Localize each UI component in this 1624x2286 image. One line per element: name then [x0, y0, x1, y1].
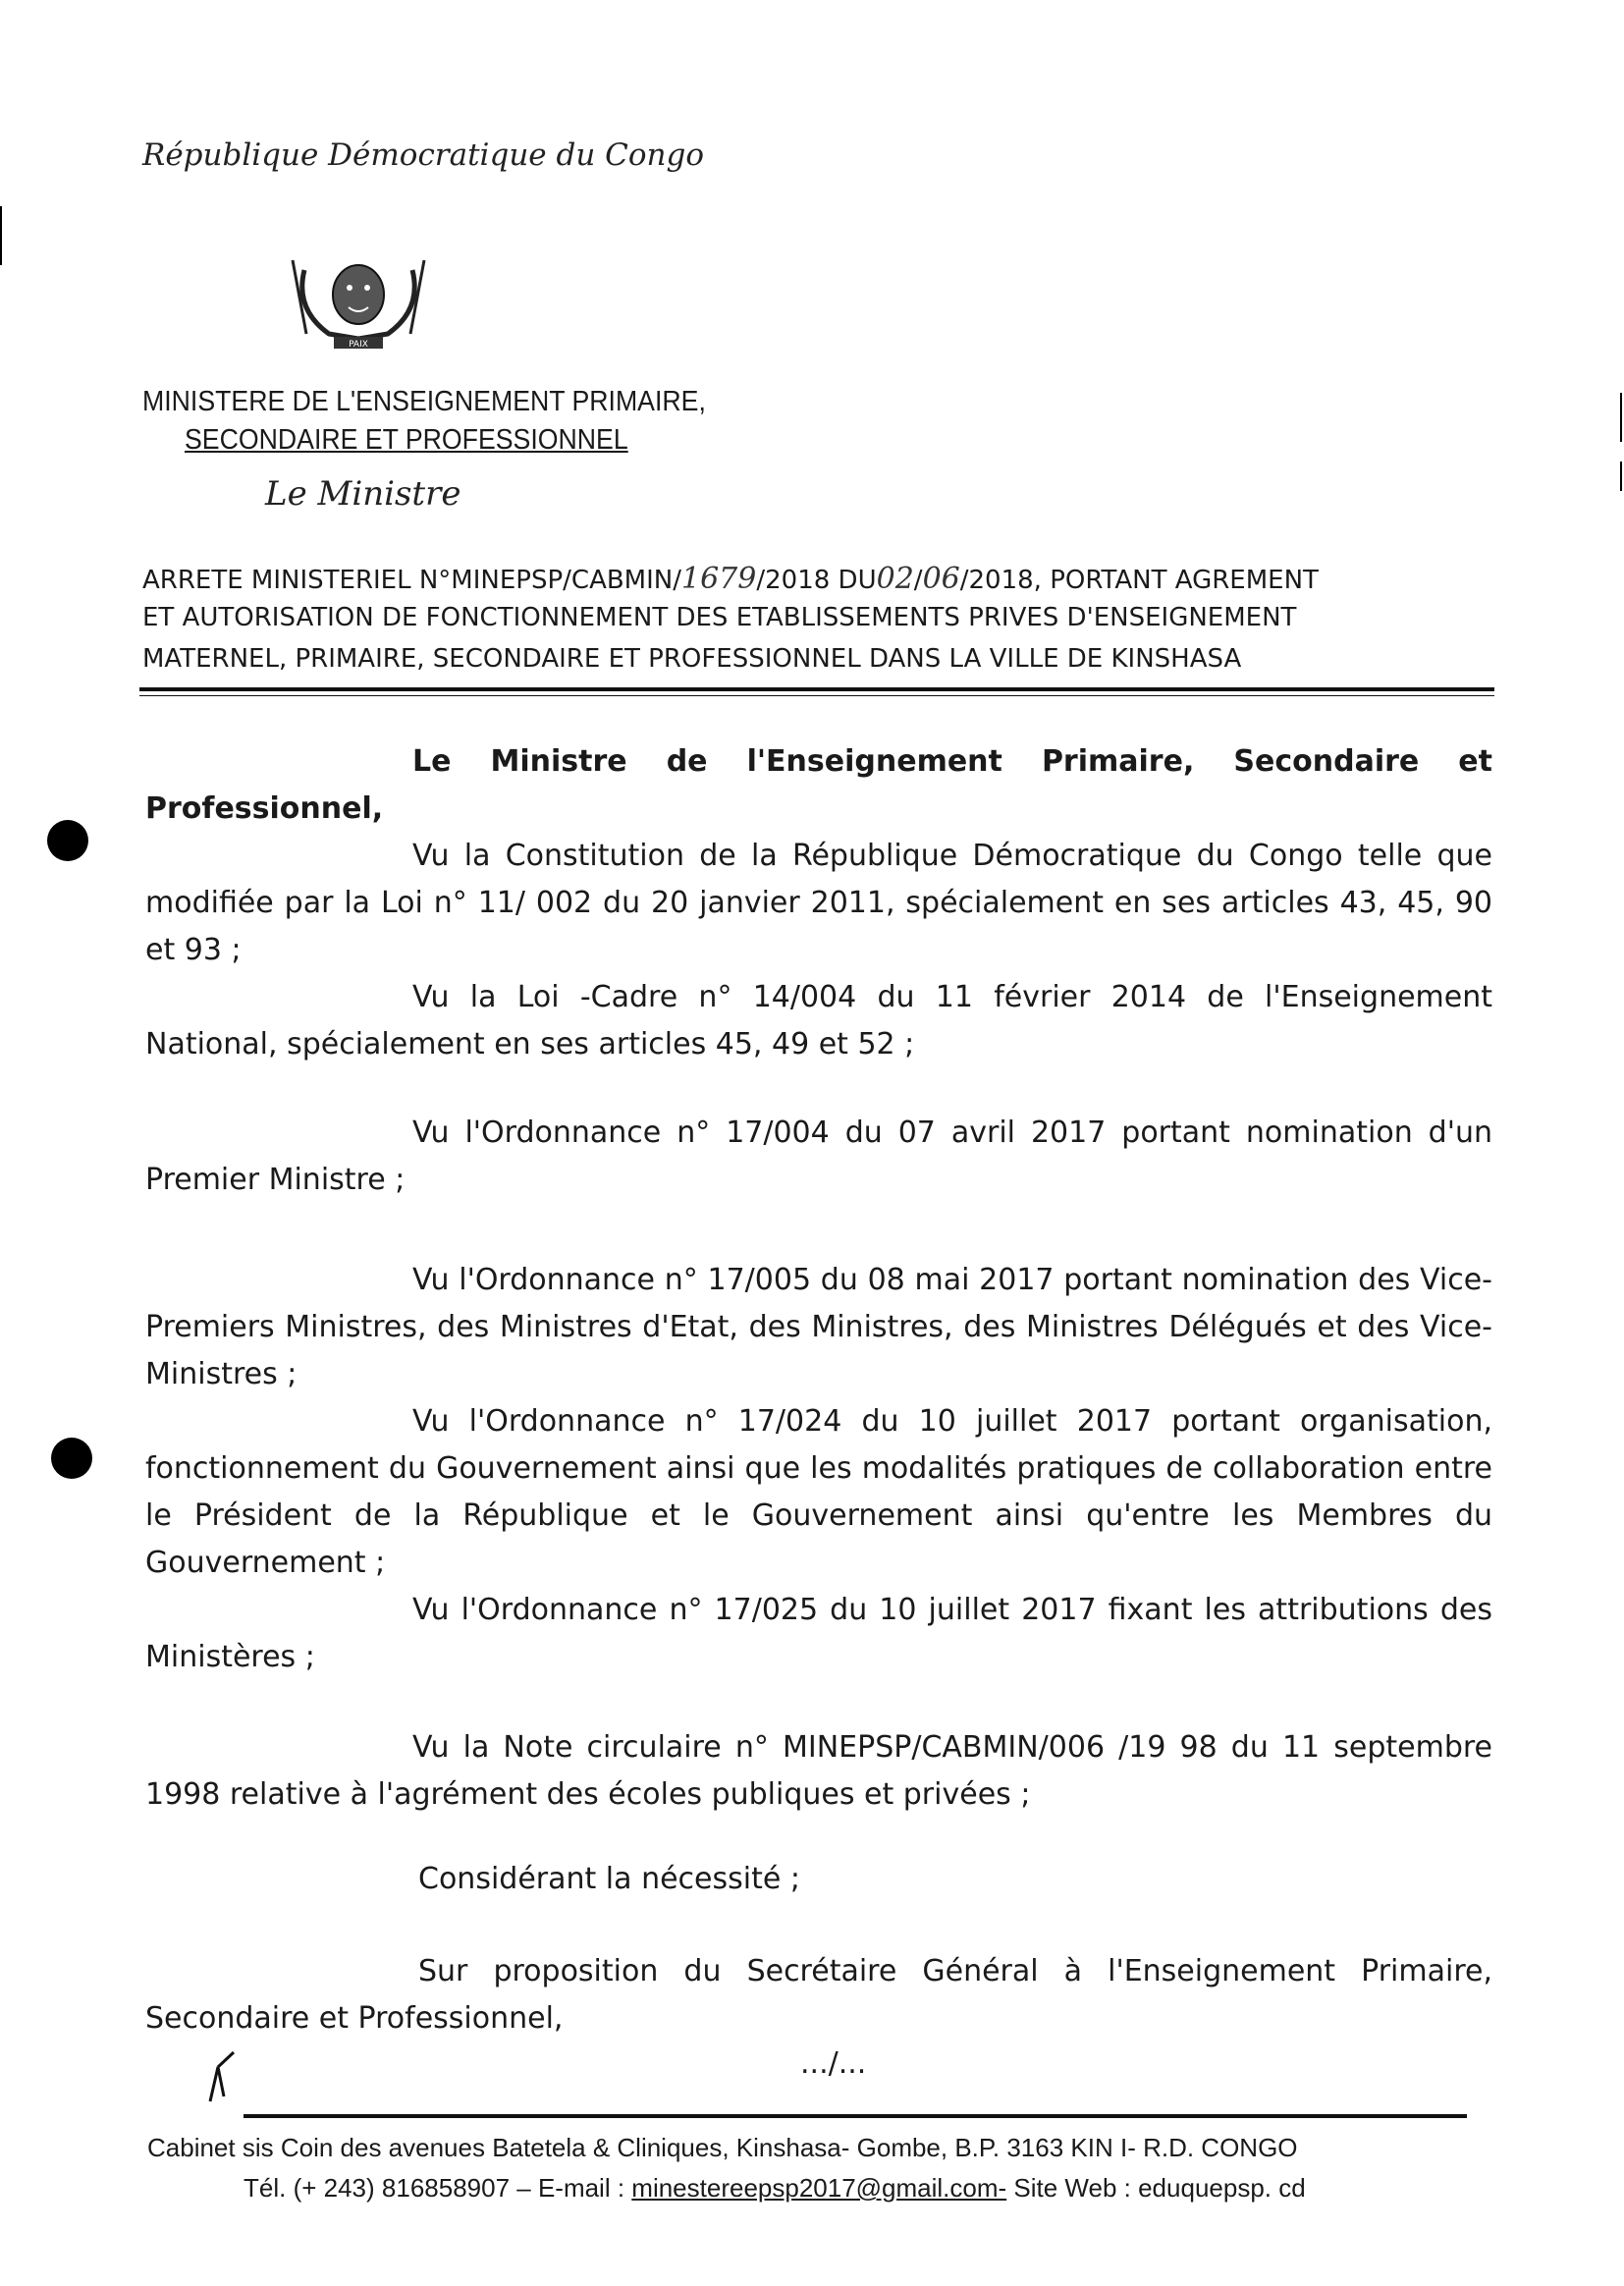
republic-header: République Démocratique du Congo	[142, 137, 705, 173]
title-divider-thin	[139, 695, 1494, 696]
footer-contact	[244, 2173, 1306, 2204]
footer-address: Cabinet sis Coin des avenues Batetela & Cliniques, Kinshasa- Gombe, B.P. 3163 KIN I- R.D. CONGO	[147, 2133, 1298, 2162]
preamble-paragraph-3: Vu l'Ordonnance n° 17/004 du 07 avril 2017 portant nomination d'un Premier Ministre ;	[145, 1116, 1492, 1197]
punch-hole-bottom	[51, 1438, 92, 1479]
decree-day-handwritten: 02	[876, 562, 914, 596]
footer-phone: Tél. (+ 243) 816858907 – E-mail :	[244, 2173, 632, 2203]
preamble-paragraph-2: Vu la Loi -Cadre n° 14/004 du 11 février 2014 de l'Enseignement National, spécialement en ses articles 45, 49 et 52 ;	[145, 980, 1492, 1061]
opening-clause: Le Ministre de l'Enseignement Primaire, Secondaire et Professionnel,	[145, 744, 1492, 826]
emblem-motto: PAIX	[349, 340, 368, 350]
scan-edge-mark-left	[0, 206, 2, 265]
preamble-paragraph-9: Sur proposition du Secrétaire Général à l'Enseignement Primaire, Secondaire et Professionnel,	[145, 1954, 1492, 2036]
preamble-paragraph-8: Considérant la nécessité ;	[418, 1862, 800, 1896]
preamble-paragraph-6: Vu l'Ordonnance n° 17/025 du 10 juillet 2017 fixant les attributions des Ministères ;	[145, 1593, 1492, 1674]
initials-mark	[204, 2047, 244, 2106]
scan-edge-mark-right-top	[1620, 393, 1622, 442]
preamble-paragraph-4: Vu l'Ordonnance n° 17/005 du 08 mai 2017 portant nomination des Vice-Premiers Ministres, des Ministres d'Etat, des Ministres, des Ministres Délégués et des Vice-Ministres ;	[145, 1263, 1492, 1391]
decree-number-handwritten: 1679	[681, 562, 757, 596]
preamble-paragraph-1: Vu la Constitution de la République Démocratique du Congo telle que modifiée par la Loi n° 11/ 002 du 20 janvier 2011, spécialement en ses articles 43, 45, 90 et 93 ;	[145, 839, 1492, 967]
coat-of-arms-icon	[285, 241, 432, 354]
ministry-name-line2: SECONDAIRE ET PROFESSIONNEL	[185, 424, 628, 456]
preamble-paragraph-7: Vu la Note circulaire n° MINEPSP/CABMIN/006 /19 98 du 11 septembre 1998 relative à l'agrément des écoles publiques et privées ;	[145, 1730, 1492, 1812]
decree-title-line3: MATERNEL, PRIMAIRE, SECONDAIRE ET PROFESSIONNEL DANS LA VILLE DE KINSHASA	[142, 644, 1242, 674]
footer-email-link[interactable]: minestereepsp2017@gmail.com-	[631, 2173, 1007, 2203]
decree-month-handwritten: 06	[922, 562, 960, 596]
decree-title-line2: ET AUTORISATION DE FONCTIONNEMENT DES ETABLISSEMENTS PRIVES D'ENSEIGNEMENT	[142, 603, 1297, 632]
ministry-name-line1: MINISTERE DE L'ENSEIGNEMENT PRIMAIRE,	[142, 386, 706, 417]
title-divider-thick	[139, 687, 1494, 691]
minister-signature-title: Le Ministre	[265, 474, 461, 514]
preamble-paragraph-5: Vu l'Ordonnance n° 17/024 du 10 juillet 2017 portant organisation, fonctionnement du Gouvernement ainsi que les modalités pratiques de collaboration entre le Président de la République et le Gouvernement ainsi qu'entre les Membres du Gouvernement ;	[145, 1404, 1492, 1580]
decree-title-line1: ARRETE MINISTERIEL N°MINEPSP/CABMIN/1679/2018 DU02/06/2018, PORTANT AGREMENT	[142, 562, 1319, 596]
footer-divider	[244, 2114, 1467, 2118]
punch-hole-top	[47, 820, 88, 861]
footer-website: Site Web : eduquepsp. cd	[1006, 2173, 1306, 2203]
continuation-mark: .../...	[800, 2046, 867, 2081]
scan-edge-mark-right-mid	[1620, 462, 1622, 491]
